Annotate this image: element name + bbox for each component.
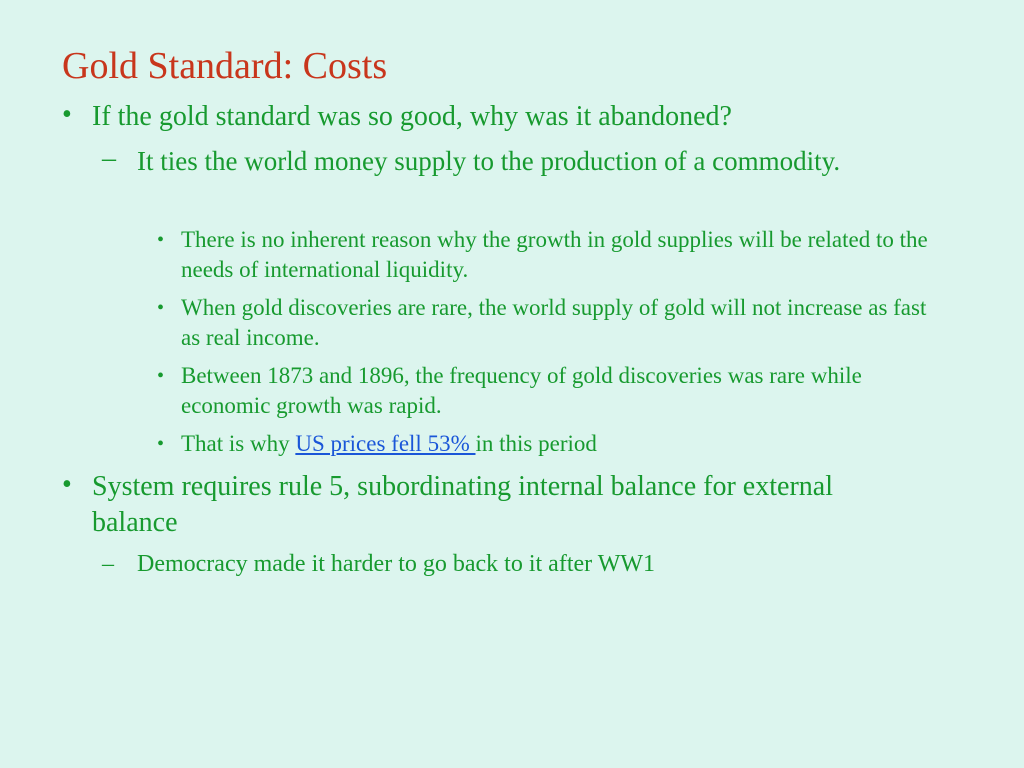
text-before-link: That is why xyxy=(181,431,296,456)
sub-sub-bullet-text: There is no inherent reason why the growth in gold supplies will be related to the needs of international liquidity. xyxy=(181,227,928,282)
sub-bullet-item xyxy=(102,143,862,179)
dash-marker: – xyxy=(102,143,116,174)
sub-sub-bullet-item xyxy=(157,225,947,285)
sub-sub-bullet-text: When gold discoveries are rare, the world supply of gold will not increase as fast as real income. xyxy=(181,295,927,350)
sub-sub-bullet-text: Between 1873 and 1896, the frequency of gold discoveries was rare while economic growth was rapid. xyxy=(181,363,862,418)
sub-bullet-text: Democracy made it harder to go back to it after WW1 xyxy=(137,551,656,577)
bullet-marker: • xyxy=(62,99,72,130)
sub-sub-bullet-item xyxy=(157,429,947,459)
text-after-link: in this period xyxy=(475,431,597,456)
dash-marker: – xyxy=(102,551,114,577)
bullet-marker: • xyxy=(157,433,165,455)
bullet-marker: • xyxy=(62,469,72,500)
us-prices-link[interactable]: US prices fell 53% xyxy=(295,431,476,456)
sub-sub-bullet-text xyxy=(181,429,947,459)
bullet-item xyxy=(62,99,962,135)
slide-title: Gold Standard: Costs xyxy=(62,45,388,87)
bullet-text: If the gold standard was so good, why was it abandoned? xyxy=(92,101,732,132)
bullet-text: System requires rule 5, subordinating internal balance for external balance xyxy=(92,471,833,538)
bullet-marker: • xyxy=(157,297,165,319)
bullet-item xyxy=(62,469,922,541)
sub-bullet-item xyxy=(102,548,862,580)
sub-bullet-text: It ties the world money supply to the production of a commodity. xyxy=(137,146,841,176)
sub-sub-bullet-item xyxy=(157,361,947,421)
bullet-marker: • xyxy=(157,229,165,251)
bullet-marker: • xyxy=(157,365,165,387)
sub-sub-bullet-item xyxy=(157,293,947,353)
